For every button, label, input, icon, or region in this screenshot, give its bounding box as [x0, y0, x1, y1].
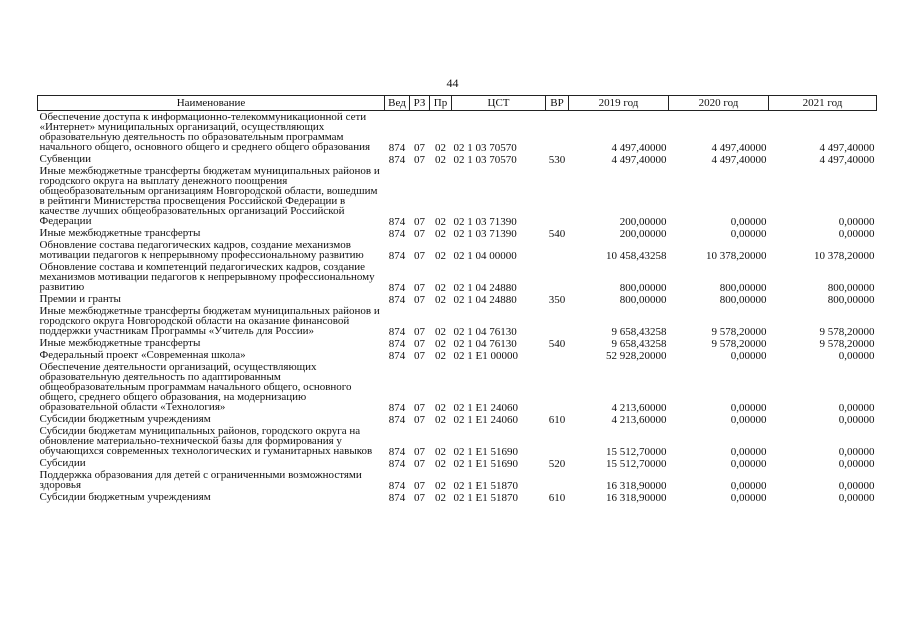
row-2021: 0,00000	[838, 446, 875, 458]
row-name: Субвенции	[39, 153, 92, 165]
row-rz: 07	[414, 154, 425, 166]
table-row	[38, 111, 877, 154]
row-2019: 10 458,43258	[606, 250, 667, 262]
header-rz: РЗ	[410, 96, 430, 111]
table-row	[38, 239, 877, 261]
row-2021: 4 497,40000	[819, 154, 875, 166]
table-row	[38, 349, 877, 361]
row-ved: 874	[388, 142, 406, 154]
header-ved: Вед	[385, 96, 410, 111]
table-row	[38, 153, 877, 165]
row-2020: 0,00000	[730, 350, 767, 362]
row-vr: 530	[548, 154, 566, 166]
header-2020: 2020 год	[669, 96, 769, 111]
row-pr: 02	[435, 154, 446, 166]
row-ved: 874	[388, 492, 406, 504]
row-2020: 800,00000	[719, 282, 767, 294]
table-row	[38, 227, 877, 239]
row-2019: 16 318,90000	[606, 492, 667, 504]
row-ved: 874	[388, 458, 406, 470]
row-name: Федеральный проект «Современная школа»	[39, 349, 246, 361]
table-body	[38, 111, 877, 504]
row-name: Иные межбюджетные трансферты	[39, 337, 201, 349]
row-pr: 02	[435, 216, 446, 228]
row-name: Иные межбюджетные трансферты бюджетам муниципальных районов и городского округа на выплату денежного поощрения общеобразовательным организациям Новгородской области, вошедшим в рейтинги Министерства просвещения Российской Федерации в качестве лучших общеобразовательных организаций Российской Федерации	[39, 165, 380, 227]
row-vr	[546, 469, 569, 491]
row-2021: 800,00000	[827, 294, 875, 306]
row-2020: 0,00000	[730, 480, 767, 492]
row-2019: 800,00000	[619, 282, 667, 294]
row-vr	[546, 261, 569, 293]
row-rz: 07	[414, 414, 425, 426]
row-rz: 07	[414, 338, 425, 350]
header-pr: Пр	[430, 96, 452, 111]
row-rz: 07	[414, 480, 425, 492]
row-vr: 610	[548, 414, 566, 426]
row-cst: 02 1 03 71390	[453, 228, 517, 240]
row-ved: 874	[388, 326, 406, 338]
row-cst: 02 1 E1 51870	[453, 480, 518, 492]
page-number: 44	[446, 76, 459, 90]
row-2021: 0,00000	[838, 480, 875, 492]
row-pr: 02	[435, 446, 446, 458]
table-row	[38, 413, 877, 425]
row-ved: 874	[388, 250, 406, 262]
row-vr	[546, 305, 569, 337]
row-2021: 0,00000	[838, 216, 875, 228]
header-name: Наименование	[38, 96, 385, 111]
row-vr	[546, 111, 569, 154]
row-2021: 0,00000	[838, 228, 875, 240]
row-ved: 874	[388, 480, 406, 492]
row-ved: 874	[388, 338, 406, 350]
row-cst: 02 1 E1 51690	[453, 446, 518, 458]
row-vr	[546, 425, 569, 457]
row-2020: 0,00000	[730, 458, 767, 470]
row-cst: 02 1 E1 24060	[453, 414, 518, 426]
row-pr: 02	[435, 294, 446, 306]
row-2021: 9 578,20000	[819, 326, 875, 338]
row-2021: 0,00000	[838, 350, 875, 362]
row-2020: 9 578,20000	[711, 338, 767, 350]
table-row	[38, 165, 877, 227]
row-cst: 02 1 04 00000	[453, 250, 517, 262]
row-2020: 0,00000	[730, 414, 767, 426]
row-2019: 9 658,43258	[611, 326, 667, 338]
row-rz: 07	[414, 402, 425, 414]
row-2020: 0,00000	[730, 492, 767, 504]
row-2020: 10 378,20000	[706, 250, 767, 262]
row-ved: 874	[388, 402, 406, 414]
row-ved: 874	[388, 228, 406, 240]
table-row	[38, 457, 877, 469]
row-pr: 02	[435, 458, 446, 470]
row-pr: 02	[435, 492, 446, 504]
header-2021: 2021 год	[769, 96, 877, 111]
row-pr: 02	[435, 250, 446, 262]
row-ved: 874	[388, 350, 406, 362]
row-2019: 800,00000	[619, 294, 667, 306]
row-ved: 874	[388, 282, 406, 294]
row-2021: 0,00000	[838, 492, 875, 504]
row-cst: 02 1 03 71390	[453, 216, 517, 228]
row-pr: 02	[435, 326, 446, 338]
table-row	[38, 425, 877, 457]
row-2020: 4 497,40000	[711, 142, 767, 154]
row-vr: 520	[548, 458, 566, 470]
row-2019: 15 512,70000	[606, 446, 667, 458]
row-name: Иные межбюджетные трансферты бюджетам муниципальных районов и городского округа Новгородской области на оказание финансовой поддержки участникам Программы «Учитель для России»	[39, 305, 380, 337]
row-cst: 02 1 04 76130	[453, 326, 517, 338]
row-2020: 0,00000	[730, 216, 767, 228]
row-cst: 02 1 04 76130	[453, 338, 517, 350]
row-rz: 07	[414, 216, 425, 228]
row-name: Обеспечение деятельности организаций, осуществляющих образовательную деятельность по адаптированным общеобразовательным программам начального общего, основного общего, среднего общего образования, на модернизацию образовательной области «Технология»	[39, 361, 352, 413]
row-name: Поддержка образования для детей с ограниченными возможностями здоровья	[39, 469, 362, 491]
row-2019: 200,00000	[619, 216, 667, 228]
table-row	[38, 305, 877, 337]
row-cst: 02 1 04 24880	[453, 294, 517, 306]
table-row	[38, 361, 877, 413]
row-ved: 874	[388, 446, 406, 458]
table-row	[38, 469, 877, 491]
row-pr: 02	[435, 480, 446, 492]
row-rz: 07	[414, 294, 425, 306]
row-rz: 07	[414, 458, 425, 470]
row-2020: 0,00000	[730, 228, 767, 240]
header-vr: ВР	[546, 96, 569, 111]
header-2019: 2019 год	[569, 96, 669, 111]
row-cst: 02 1 E1 51690	[453, 458, 518, 470]
row-name: Субсидии бюджетам муниципальных районов, городского округа на обновление материально-технической базы для формирования у обучающихся современных технологических и гуманитарных навыков	[39, 425, 373, 457]
row-name: Обновление состава педагогических кадров, создание механизмов мотивации педагогов к непрерывному профессиональному развитию	[39, 239, 364, 261]
row-2019: 15 512,70000	[606, 458, 667, 470]
row-rz: 07	[414, 446, 425, 458]
table-row	[38, 293, 877, 305]
row-2021: 4 497,40000	[819, 142, 875, 154]
row-cst: 02 1 04 24880	[453, 282, 517, 294]
table-row	[38, 261, 877, 293]
row-cst: 02 1 03 70570	[453, 154, 517, 166]
row-rz: 07	[414, 350, 425, 362]
row-vr: 610	[548, 492, 566, 504]
row-ved: 874	[388, 216, 406, 228]
row-cst: 02 1 E1 00000	[453, 350, 518, 362]
table-row	[38, 491, 877, 503]
row-rz: 07	[414, 492, 425, 504]
row-vr	[546, 349, 569, 361]
row-name: Премии и гранты	[39, 293, 121, 305]
row-rz: 07	[414, 326, 425, 338]
row-pr: 02	[435, 228, 446, 240]
row-name: Субсидии бюджетным учреждениям	[39, 491, 211, 503]
table-row	[38, 337, 877, 349]
row-cst: 02 1 E1 24060	[453, 402, 518, 414]
header-cst: ЦСТ	[452, 96, 546, 111]
row-2021: 9 578,20000	[819, 338, 875, 350]
row-rz: 07	[414, 228, 425, 240]
row-ved: 874	[388, 414, 406, 426]
row-vr	[546, 239, 569, 261]
row-2021: 0,00000	[838, 402, 875, 414]
row-vr	[546, 361, 569, 413]
row-name: Субсидии бюджетным учреждениям	[39, 413, 211, 425]
row-rz: 07	[414, 142, 425, 154]
row-2019: 4 497,40000	[611, 154, 667, 166]
row-2020: 0,00000	[730, 446, 767, 458]
row-name: Обновление состава и компетенций педагогических кадров, создание механизмов мотивации педагогов к непрерывному профессиональному развитию	[39, 261, 375, 293]
row-rz: 07	[414, 250, 425, 262]
row-2021: 800,00000	[827, 282, 875, 294]
row-vr	[546, 165, 569, 227]
row-name: Субсидии	[39, 457, 86, 469]
row-2020: 800,00000	[719, 294, 767, 306]
row-2021: 0,00000	[838, 414, 875, 426]
row-vr: 540	[548, 338, 566, 350]
row-name: Обеспечение доступа к информационно-телекоммуникационной сети «Интернет» муниципальных организаций, осуществляющих образовательную деятельность по образовательным программам начального общего, основного общего и среднего общего образования	[39, 111, 371, 153]
row-name: Иные межбюджетные трансферты	[39, 227, 201, 239]
row-vr: 540	[548, 228, 566, 240]
row-2019: 16 318,90000	[606, 480, 667, 492]
row-pr: 02	[435, 402, 446, 414]
row-pr: 02	[435, 350, 446, 362]
row-2021: 10 378,20000	[814, 250, 875, 262]
header-row	[38, 96, 877, 111]
row-cst: 02 1 03 70570	[453, 142, 517, 154]
row-2019: 4 213,60000	[611, 402, 667, 414]
row-pr: 02	[435, 142, 446, 154]
row-2019: 4 213,60000	[611, 414, 667, 426]
row-vr: 350	[548, 294, 566, 306]
row-ved: 874	[388, 154, 406, 166]
row-2019: 9 658,43258	[611, 338, 667, 350]
row-2019: 200,00000	[619, 228, 667, 240]
row-2021: 0,00000	[838, 458, 875, 470]
row-2019: 52 928,20000	[606, 350, 667, 362]
row-2020: 0,00000	[730, 402, 767, 414]
row-pr: 02	[435, 414, 446, 426]
row-pr: 02	[435, 338, 446, 350]
row-pr: 02	[435, 282, 446, 294]
row-2020: 4 497,40000	[711, 154, 767, 166]
row-2020: 9 578,20000	[711, 326, 767, 338]
row-cst: 02 1 E1 51870	[453, 492, 518, 504]
row-2019: 4 497,40000	[611, 142, 667, 154]
row-rz: 07	[414, 282, 425, 294]
budget-table	[37, 95, 877, 503]
row-ved: 874	[388, 294, 406, 306]
